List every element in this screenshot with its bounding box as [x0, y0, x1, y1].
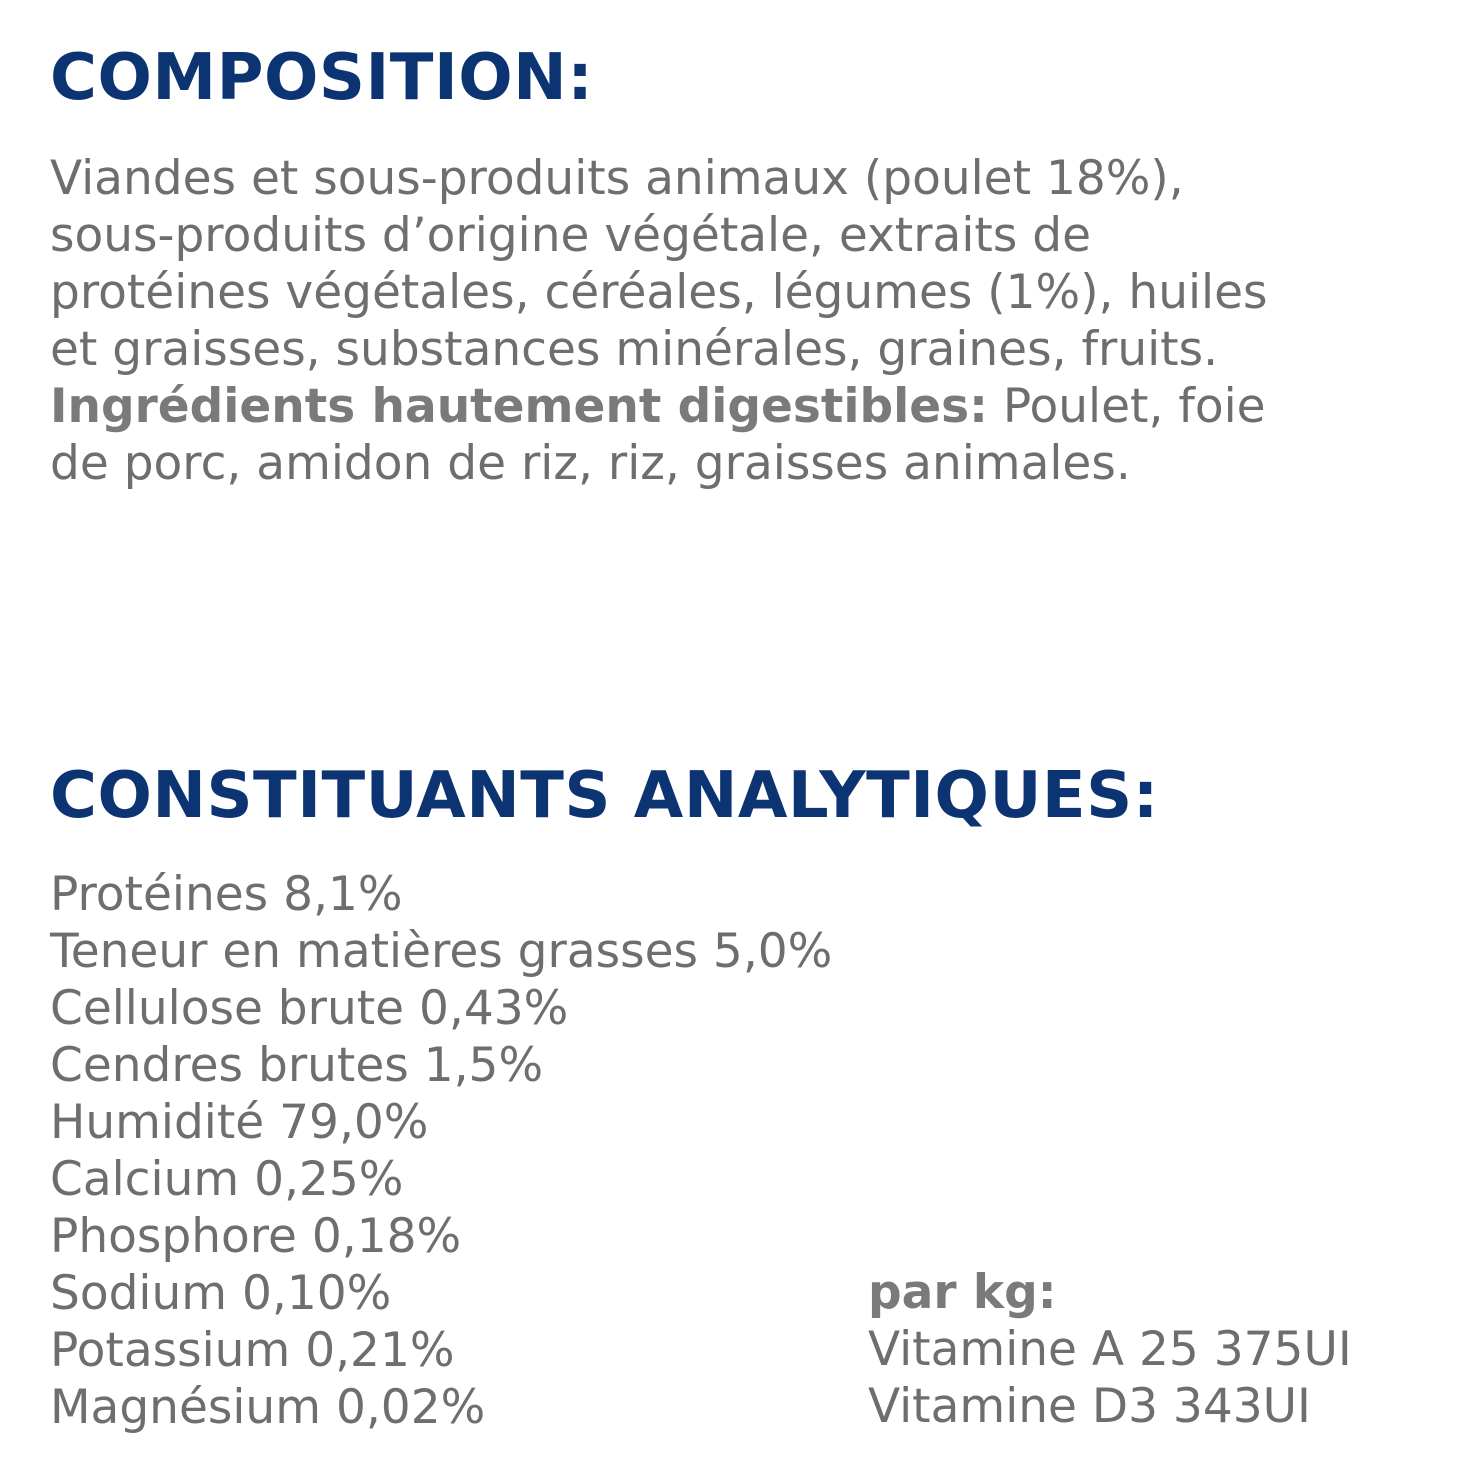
digestible-ingredients-continued: de porc, amidon de riz, riz, graisses animales.: [50, 436, 1131, 491]
composition-line: sous-produits d’origine végétale, extraits de: [50, 208, 1092, 263]
analytic-item-matieres-grasses: Teneur en matières grasses 5,0%: [50, 924, 833, 979]
analytic-item-calcium: Calcium 0,25%: [50, 1152, 404, 1207]
digestible-ingredients-label: Ingrédients hautement digestibles:: [50, 379, 988, 434]
analytic-item-potassium: Potassium 0,21%: [50, 1323, 455, 1378]
composition-line: Viandes et sous-produits animaux (poulet 18%),: [50, 151, 1184, 206]
composition-text: [50, 150, 1430, 492]
analytics-heading: CONSTITUANTS ANALYTIQUES:: [50, 759, 1159, 833]
vitamin-a-value: Vitamine A 25 375UI: [868, 1322, 1352, 1377]
analytic-item-phosphore: Phosphore 0,18%: [50, 1209, 462, 1264]
analytics-list: [50, 866, 832, 1436]
analytic-item-cellulose: Cellulose brute 0,43%: [50, 981, 569, 1036]
analytic-item-sodium: Sodium 0,10%: [50, 1266, 392, 1321]
analytic-item-magnesium: Magnésium 0,02%: [50, 1380, 486, 1435]
digestible-ingredients-text: Poulet, foie: [987, 379, 1266, 434]
composition-line: protéines végétales, céréales, légumes (1%), huiles: [50, 265, 1268, 320]
analytic-item-cendres: Cendres brutes 1,5%: [50, 1038, 544, 1093]
vitamin-d3-value: Vitamine D3 343UI: [868, 1379, 1311, 1434]
composition-line: et graisses, substances minérales, graines, fruits.: [50, 322, 1219, 377]
analytic-item-proteines: Protéines 8,1%: [50, 867, 403, 922]
digestible-ingredients-line: [50, 378, 1430, 435]
composition-heading: COMPOSITION:: [50, 41, 594, 115]
per-kg-block: [868, 1264, 1352, 1435]
analytic-item-humidite: Humidité 79,0%: [50, 1095, 429, 1150]
per-kg-label: par kg:: [868, 1265, 1057, 1320]
